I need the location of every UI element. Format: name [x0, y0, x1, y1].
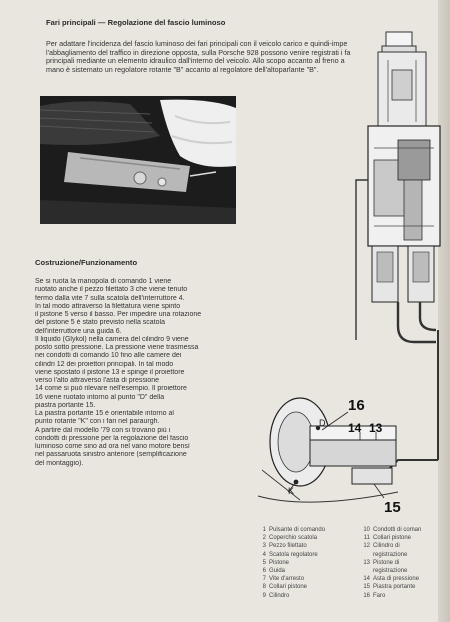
body-line: In tal modo attraverso la filettatura viene spinto	[35, 302, 181, 310]
body-line: nei condotti di comando 10 fino alle camere dei	[35, 352, 182, 360]
body-line: del pistone 5 è stato previsto nella scatola	[35, 319, 165, 327]
body-line: cilindri 12 dei proiettori principali. In tal modo	[35, 360, 174, 368]
callout-16: 16	[348, 397, 365, 414]
photo-illustration	[40, 96, 236, 224]
legend-item: 16 Faro	[363, 592, 386, 599]
body-line: il pistone 5 verso il basso. Per impedire una rotazione	[35, 311, 202, 318]
body-line: 14 come si può rilevare nell'esempio. Il proiettore	[35, 385, 187, 393]
legend-item: registrazione	[373, 551, 408, 558]
legend-item: 15 Piastra portante	[363, 584, 416, 591]
body-line: del montaggio).	[35, 459, 84, 467]
legend-item: 3 Pezzo filettato	[262, 543, 307, 550]
legend-item: 4 Scatola regolatore	[262, 551, 318, 558]
intro-line: l'abbagliamento del traffico in direzione opposta, sulla Porsche 928 possono venire registrati i fa	[46, 48, 351, 57]
legend-left	[254, 526, 354, 600]
legend-item: 10 Condotti di coman	[363, 527, 422, 533]
legend-item: 11 Collari pistone	[363, 535, 412, 542]
body-line: viene spostato il pistone 13 e spinge il proiettore	[35, 368, 185, 376]
interior-photo	[40, 96, 236, 224]
legend-item: 14 Asta di pressione	[363, 576, 420, 583]
body-line: posto sotto pressione. La pressione viene trasmessa	[35, 344, 199, 351]
page-title: Fari principali — Regolazione del fascio luminoso	[46, 18, 226, 27]
legend-item: 12 Cilindro di	[363, 543, 400, 550]
legend-item: 9 Cilindro	[262, 592, 290, 599]
intro-line: Per adattare l'incidenza del fascio luminoso dei fari principali con il veicolo carico e quindi-impe	[46, 40, 348, 48]
callout-15: 15	[384, 499, 401, 516]
body-line: punto rotante "K" con i fari nel paraurgh.	[35, 418, 160, 426]
body-line: Il liquido (Glykol) nella camera del cilindro 9 viene	[35, 335, 189, 343]
legend-item: 6 Guida	[262, 568, 286, 575]
body-line: luminoso come sino ad ora nel vano motore bensì	[35, 443, 190, 450]
intro-line: principali mediante un elemento idraulico dall'interno del veicolo. Allo scopo accanto al freno a	[46, 57, 345, 66]
label-point-d: D	[319, 418, 326, 428]
legend-item: 2 Coperchio scatola	[262, 535, 318, 542]
body-paragraph	[35, 278, 275, 468]
legend-item: 13 Pistone di	[363, 559, 400, 566]
body-line: La piastra portante 15 è orientabile intorno al	[35, 410, 174, 417]
legend-item: 8 Collari pistone	[262, 584, 308, 591]
body-line: fermo dalla vite 7 sulla scatola dell'interruttore 4.	[35, 294, 185, 302]
legend-right	[358, 526, 442, 600]
body-line: ruotato anche il pezzo filettato 3 che viene tenuto	[35, 286, 188, 294]
body-line: A partire dal modello '79 con si trovano più i	[35, 426, 171, 434]
callout-14: 14	[348, 421, 362, 435]
section-title: Costruzione/Funzionamento	[35, 258, 138, 267]
mechanism-diagram	[248, 30, 442, 520]
body-line: condotti di pressione per la regolazione del fascio	[35, 434, 189, 442]
legend-item: 1 Pulsante di comando	[262, 527, 326, 533]
knob-shape	[386, 32, 412, 46]
body-line: nel passaruota sinistro anteriore (semplificazione	[35, 451, 187, 459]
body-line: Se si ruota la manopola di comando 1 viene	[35, 278, 172, 285]
label-point-k: K	[288, 486, 295, 496]
body-line: verso l'alto attraverso l'asta di pressione	[35, 377, 160, 384]
diagram-svg	[248, 30, 442, 520]
intro-line: mano è sistemato un regolatore rotante "B" accanto al regolatore dell'altoparlante "B".	[46, 65, 319, 74]
body-line: dell'interruttore una guida 6.	[35, 327, 122, 335]
body-line: 16 viene ruotato intorno al punto "D" della	[35, 393, 165, 401]
legend-item: registrazione	[373, 568, 408, 575]
body-line: piastra portante 15.	[35, 401, 96, 409]
legend-item: 5 Pistone	[262, 559, 290, 566]
callout-13: 13	[369, 421, 383, 435]
legend-item: 7 Vite d'arresto	[262, 576, 305, 583]
